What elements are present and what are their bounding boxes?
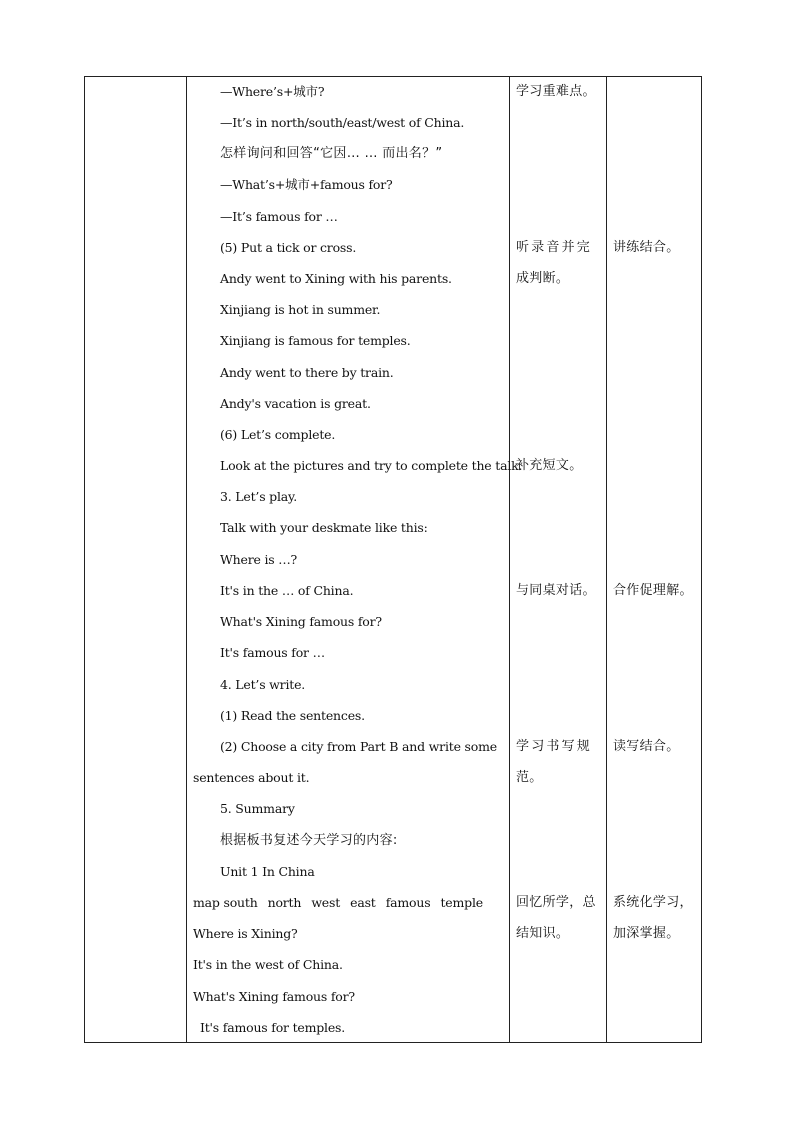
design-intent-text: 加深掌握。 — [613, 926, 680, 941]
vocabulary-word: famous — [385, 895, 431, 910]
content-line: —Where’s+城市? — [220, 84, 325, 99]
vocabulary-word: map south — [193, 895, 258, 910]
content-line: Where is …? — [220, 552, 298, 567]
content-line: —What’s+城市+famous for? — [220, 177, 393, 192]
content-line: Look at the pictures and try to complete the talk. — [220, 458, 523, 473]
vocabulary-word: north — [267, 895, 302, 910]
vocabulary-word: west — [311, 895, 341, 910]
student-activity-text: 范。 — [516, 770, 543, 785]
student-activity-text: 学习重难点。 — [516, 84, 596, 99]
content-line: Where is Xining? — [193, 926, 298, 941]
content-line: —It’s famous for … — [220, 209, 338, 224]
student-activity-text: 结知识。 — [516, 926, 570, 941]
student-activity-text: 听录音并完 — [516, 240, 593, 255]
content-line: (6) Let’s complete. — [220, 427, 336, 442]
content-line: 5. Summary — [220, 801, 295, 816]
design-intent-text: 讲练结合。 — [613, 240, 680, 255]
content-line: sentences about it. — [193, 770, 310, 785]
content-line: Andy's vacation is great. — [220, 396, 371, 411]
student-activity-text: 回忆所学，总 — [516, 895, 596, 910]
design-intent-text: 系统化学习， — [613, 895, 693, 910]
student-activity-text: 成判断。 — [516, 271, 570, 286]
column-divider-2 — [509, 77, 510, 1042]
content-line: Andy went to there by train. — [220, 365, 394, 380]
content-line: 根据板书复述今天学习的内容: — [220, 833, 398, 848]
content-line: Xinjiang is famous for temples. — [220, 333, 411, 348]
design-intent-text: 读写结合。 — [613, 739, 680, 754]
column-divider-1 — [186, 77, 187, 1042]
content-line: What's Xining famous for? — [220, 614, 382, 629]
content-line: It's in the … of China. — [220, 583, 354, 598]
content-line: Unit 1 In China — [220, 864, 315, 879]
content-line: (5) Put a tick or cross. — [220, 240, 357, 255]
content-line: 4. Let’s write. — [220, 677, 306, 692]
content-line: Xinjiang is hot in summer. — [220, 302, 381, 317]
design-intent-text: 合作促理解。 — [613, 583, 693, 598]
content-line: —It’s in north/south/east/west of China. — [220, 115, 465, 130]
content-line: Andy went to Xining with his parents. — [220, 271, 452, 286]
content-line: 3. Let’s play. — [220, 489, 298, 504]
vocabulary-word: temple — [440, 895, 483, 910]
student-activity-text: 补充短文。 — [516, 458, 583, 473]
vocabulary-word: east — [350, 895, 376, 910]
content-line: (1) Read the sentences. — [220, 708, 365, 723]
content-line: What's Xining famous for? — [193, 989, 355, 1004]
student-activity-text: 与同桌对话。 — [516, 583, 596, 598]
student-activity-text: 学习书写规 — [516, 739, 593, 754]
content-line: Talk with your deskmate like this: — [220, 520, 428, 535]
vocabulary-word-list — [193, 895, 483, 911]
content-line: It's in the west of China. — [193, 957, 343, 972]
column-divider-3 — [606, 77, 607, 1042]
content-line: 怎样询问和回答“它因… … 而出名？” — [220, 146, 443, 161]
content-line: (2) Choose a city from Part B and write some — [220, 739, 497, 754]
content-line: It's famous for temples. — [200, 1020, 346, 1035]
content-line: It's famous for … — [220, 645, 325, 660]
